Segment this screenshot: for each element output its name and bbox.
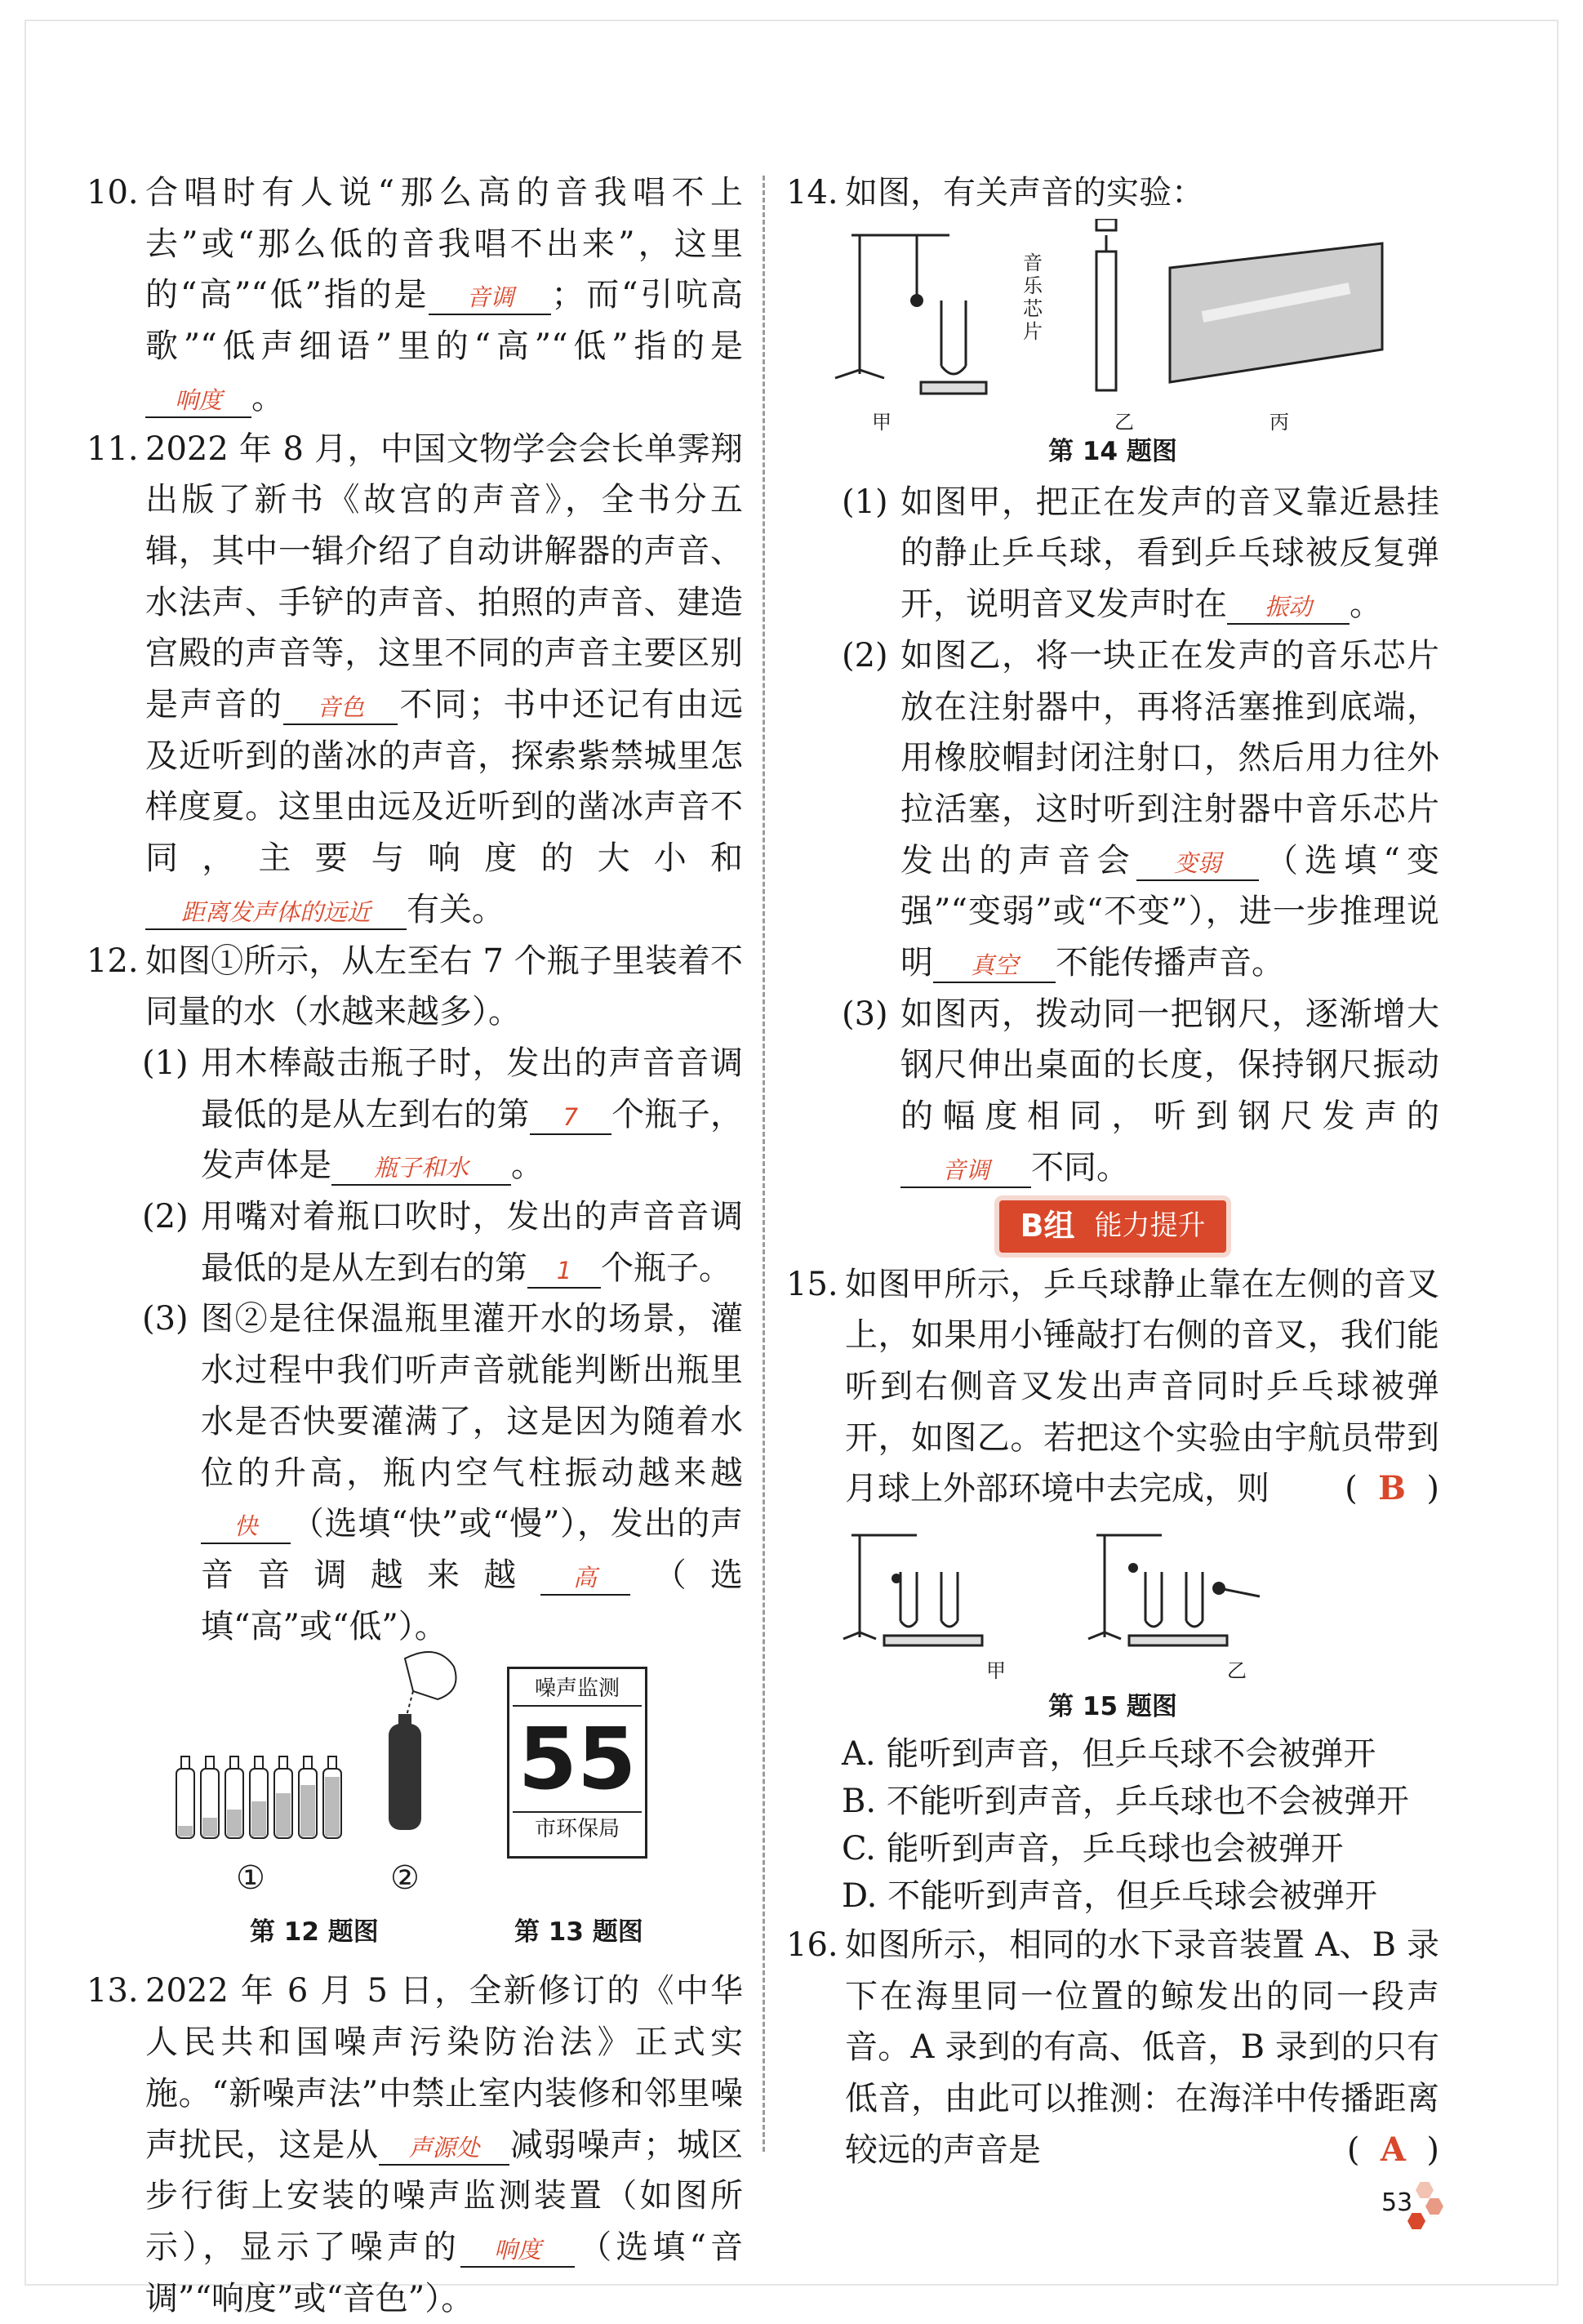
handwritten-answer: 瓶子和水 xyxy=(373,1154,469,1182)
question-text: 有关。 xyxy=(407,890,505,928)
answer-blank xyxy=(540,1556,630,1596)
question-11 xyxy=(87,424,743,936)
question-number: 13. xyxy=(87,1972,139,2010)
question-text: 用木棒敲击瓶子时，发出的声音音调最低的是从左到右的第 xyxy=(201,1044,743,1133)
noise-monitor-title: 噪声监测 xyxy=(513,1672,642,1707)
question-text: 2022 年 8 月，中国文物学会会长单霁翔出版了新书《故宫的声音》，全书分五辑，其中一辑介绍了自动讲解器的声音、水法声、手铲的声音、拍照的声音、建造宫殿的声音等，这里不同的声音主要区别是声音的 xyxy=(145,430,743,724)
right-column xyxy=(786,167,1439,2176)
question-12-part-2 xyxy=(87,1191,743,1293)
question-text: 如图，有关声音的实验： xyxy=(845,174,1204,211)
handwritten-answer: 距离发声体的远近 xyxy=(180,897,371,926)
question-12 xyxy=(87,936,743,1038)
noise-monitor xyxy=(507,1667,647,1859)
figure-label: ① xyxy=(236,1859,265,1898)
question-10 xyxy=(87,167,743,424)
option-c: C. 能听到声音，乒乓球也会被弹开 xyxy=(842,1830,1344,1868)
question-number: 10. xyxy=(87,174,139,211)
question-16 xyxy=(786,1920,1439,2176)
question-text: 如图甲所示，乒乓球静止靠在左侧的音叉上，如果用小锤敲打右侧的音叉，我们能听到右侧音叉发出声音同时乒乓球被弹开，如图乙。若把这个实验由宇航员带到月球上外部环境中去完成，则 xyxy=(845,1265,1439,1508)
question-text: 如图①所示，从左至右 7 个瓶子里装着不同量的水（水越来越多）。 xyxy=(145,942,743,1031)
question-text: 个瓶子。 xyxy=(601,1249,731,1287)
figure-15 xyxy=(786,1523,1439,1686)
question-text: 减弱噪声；城区步行街上安装的噪声监测装置（如图所示），显示了噪声的 xyxy=(145,2126,743,2266)
handwritten-answer: 声源处 xyxy=(408,2133,480,2161)
handwritten-answer: 高 xyxy=(572,1563,597,1592)
noise-monitor-footer: 市环保局 xyxy=(513,1811,642,1845)
answer-blank xyxy=(331,1146,511,1186)
handwritten-answer: 真空 xyxy=(970,951,1018,980)
answer-paren xyxy=(1347,2125,1439,2176)
question-number: 12. xyxy=(87,942,139,980)
sub-question-number: (1) xyxy=(142,1044,189,1082)
question-text: 如图甲，把正在发声的音叉靠近悬挂的静止乒乓球，看到乒乓球被反复弹开，说明音叉发声时在 xyxy=(900,483,1439,624)
handwritten-answer: 音调 xyxy=(466,283,514,312)
figure-label-yi: 乙 xyxy=(1227,1659,1247,1683)
figure-label-jia: 甲 xyxy=(986,1659,1006,1683)
answer-blank xyxy=(530,1096,611,1135)
answer-blank xyxy=(527,1249,601,1289)
question-text: 如图乙，将一块正在发声的音乐芯片放在注射器中，再将活塞推到底端，用橡胶帽封闭注射口，然后用力往外拉活塞，这时听到注射器中音乐芯片发出的声音会 xyxy=(900,636,1439,879)
figure-label-bing: 丙 xyxy=(1270,410,1289,434)
figure-label: ② xyxy=(390,1859,420,1898)
question-text: 用嘴对着瓶口吹时，发出的声音音调最低的是从左到右的第 xyxy=(201,1198,743,1287)
question-text: 。 xyxy=(251,378,284,416)
option-d: D. 不能听到声音，但乒乓球会被弹开 xyxy=(842,1877,1378,1916)
figure-15-drawing xyxy=(835,1523,1341,1662)
figure-label-jia: 甲 xyxy=(872,410,892,434)
question-text: 图②是往保温瓶里灌开水的场景，灌水过程中我们听声音就能判断出瓶里水是否快要灌满了，这是因为随着水位的升高，瓶内空气柱振动越来越 xyxy=(201,1300,743,1492)
choice-answer: B xyxy=(1378,1469,1406,1508)
sub-question-number: (2) xyxy=(142,1198,189,1236)
question-text: 不能传播声音。 xyxy=(1056,944,1284,982)
handwritten-answer: 7 xyxy=(562,1102,579,1131)
answer-blank xyxy=(145,379,251,418)
question-text: 个瓶子，发声体是 xyxy=(201,1095,744,1185)
question-text: 2022 年 6 月 5 日，全新修订的《中华人民共和国噪声污染防治法》正式实施。“新噪声法”中禁止室内装修和邻里噪声扰民，这是从 xyxy=(145,1972,743,2164)
sub-question-number: (2) xyxy=(842,636,888,674)
question-text: 。 xyxy=(1350,585,1382,624)
paren-open: ( xyxy=(1345,1470,1358,1508)
column-divider xyxy=(763,176,765,2152)
left-column xyxy=(87,167,743,2324)
option-b: B. 不能听到声音，乒乓球也不会被弹开 xyxy=(842,1783,1409,1821)
page-number: 53 xyxy=(1381,2188,1413,2217)
handwritten-answer: 音色 xyxy=(317,693,365,722)
paren-open: ( xyxy=(1346,2130,1360,2169)
thermos-figure xyxy=(356,1642,487,1838)
handwritten-answer: 响度 xyxy=(493,2235,541,2264)
question-14-part-1 xyxy=(786,477,1439,630)
figure-label-yi: 乙 xyxy=(1114,410,1134,434)
answer-blank xyxy=(379,2126,509,2166)
question-15-options xyxy=(786,1730,1439,1920)
figure-caption-12: 第 12 题图 xyxy=(250,1917,379,1948)
answer-blank xyxy=(1136,842,1259,881)
question-text: （选填“高”或“低”）。 xyxy=(201,1556,743,1645)
figures-12-13 xyxy=(87,1667,743,1912)
question-text: 如图所示，相同的水下录音装置 A、B 录下在海里同一位置的鲸发出的同一段声音。A 录到的有高、低音，B 录到的只有低音，由此可以推测：在海洋中传播距离较远的声音是 xyxy=(845,1926,1439,2169)
noise-monitor-value: 55 xyxy=(518,1709,637,1810)
section-group: B组 xyxy=(1020,1208,1075,1244)
question-14 xyxy=(786,167,1439,219)
answer-blank xyxy=(283,686,398,725)
handwritten-answer: 1 xyxy=(556,1256,572,1284)
question-number: 15. xyxy=(786,1265,838,1303)
answer-blank xyxy=(933,944,1056,983)
section-title: 能力提升 xyxy=(1094,1209,1206,1243)
figure-captions xyxy=(87,1912,743,1957)
option-a: A. 能听到声音，但乒乓球不会被弹开 xyxy=(842,1735,1376,1774)
section-banner xyxy=(786,1200,1439,1253)
question-number: 11. xyxy=(87,430,139,468)
handwritten-answer: 变弱 xyxy=(1173,848,1221,877)
question-14-part-3 xyxy=(786,989,1439,1194)
question-text: （选填“变强”“变弱”或“不变”），进一步推理说明 xyxy=(900,841,1439,982)
question-text: 。 xyxy=(511,1146,544,1185)
paren-close: ) xyxy=(1426,1470,1439,1508)
question-text: （选填“音调”“响度”或“音色”）。 xyxy=(145,2228,744,2317)
figure-14-drawing xyxy=(819,219,1439,407)
figure-caption-13: 第 13 题图 xyxy=(514,1917,643,1948)
question-14-part-2 xyxy=(786,630,1439,989)
answer-blank xyxy=(900,1149,1031,1188)
answer-blank xyxy=(460,2228,575,2268)
handwritten-answer: 振动 xyxy=(1264,593,1312,621)
answer-blank xyxy=(145,891,407,930)
question-12-part-3 xyxy=(87,1293,743,1652)
handwritten-answer: 响度 xyxy=(174,385,222,414)
question-13 xyxy=(87,1966,743,2324)
figure-caption-15: 第 15 题图 xyxy=(1048,1692,1177,1722)
question-number: 16. xyxy=(786,1926,838,1965)
question-text: 不同。 xyxy=(1031,1148,1129,1186)
sub-question-number: (3) xyxy=(842,995,888,1033)
question-text: 不同；书中还记有由远及近听到的凿冰的声音，探索紫禁城里怎样度夏。这里由远及近听到的凿冰声音不同，主要与响度的大小和 xyxy=(145,686,744,878)
sub-question-number: (1) xyxy=(842,483,888,521)
answer-paren xyxy=(1345,1463,1439,1515)
question-text: ；而“引吭高歌”“低声细语”里的“高”“低”指的是 xyxy=(145,276,744,366)
question-15 xyxy=(786,1259,1439,1516)
bottles-figure xyxy=(168,1675,380,1854)
chip-label: 音乐芯片 xyxy=(1023,251,1043,343)
question-text: 如图丙，拨动同一把钢尺，逐渐增大钢尺伸出桌面的长度，保持钢尺振动的幅度相同，听到钢尺发声的 xyxy=(900,995,1439,1136)
question-12-part-1 xyxy=(87,1038,743,1191)
figure-14 xyxy=(786,219,1439,434)
paren-close: ) xyxy=(1426,2130,1439,2169)
handwritten-answer: 快 xyxy=(233,1512,258,1541)
handwritten-answer: 音调 xyxy=(941,1155,989,1184)
answer-blank xyxy=(1227,585,1350,625)
answer-blank xyxy=(201,1505,291,1544)
question-number: 14. xyxy=(786,174,838,211)
sub-question-number: (3) xyxy=(142,1300,189,1338)
question-text: 合唱时有人说“那么高的音我唱不上去”或“那么低的音我唱不出来”，这里的“高”“低”指的是 xyxy=(145,174,743,314)
question-text: （选填“快”或“慢”），发出的声音音调越来越 xyxy=(201,1505,743,1594)
answer-blank xyxy=(429,276,551,315)
figure-caption-14: 第 14 题图 xyxy=(1048,436,1177,466)
choice-answer: A xyxy=(1380,2130,1406,2169)
section-banner-box xyxy=(999,1200,1227,1253)
